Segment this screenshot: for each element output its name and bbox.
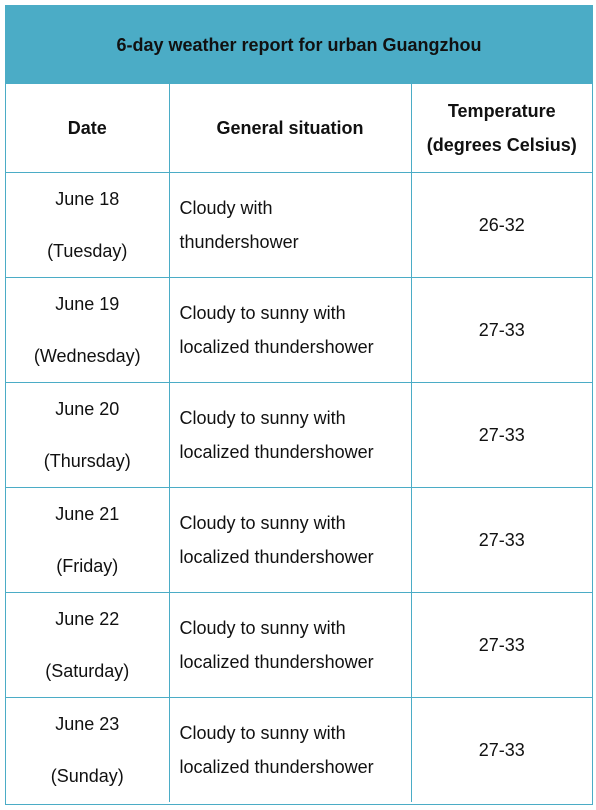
weekday-text: (Friday) [56,555,119,576]
column-header-temperature [411,84,592,172]
situation-line2: localized thundershower [179,756,374,777]
situation-cell [169,172,411,277]
report-title [6,6,592,84]
date-cell [6,592,169,697]
situation-cell [169,592,411,697]
column-header-situation: General situation [169,84,411,172]
situation-cell [169,382,411,487]
weekday-text: (Tuesday) [47,240,128,261]
situation-cell [169,277,411,382]
table-row [6,592,592,697]
report-title-text: 6-day weather report for urban Guangzhou [116,34,482,55]
table-row [6,382,592,487]
temperature-cell: 27-33 [411,592,592,697]
date-cell [6,277,169,382]
table-row [6,277,592,382]
table-header-row [6,84,592,172]
weather-report [5,5,593,805]
column-header-temperature-line2: (degrees Celsius) [426,134,577,155]
situation-line1: Cloudy to sunny with [179,722,346,743]
temperature-cell: 27-33 [411,697,592,802]
situation-line2: localized thundershower [179,546,374,567]
weekday-text: (Thursday) [43,450,131,471]
date-cell [6,382,169,487]
weekday-text: (Wednesday) [33,345,141,366]
column-header-date: Date [6,84,169,172]
situation-line1: Cloudy to sunny with [179,512,346,533]
date-cell [6,487,169,592]
situation-cell [169,487,411,592]
situation-line1: Cloudy to sunny with [179,617,346,638]
date-text: June 20 [55,398,120,419]
date-cell [6,697,169,802]
date-text: June 21 [55,503,120,524]
weather-table [6,84,592,802]
temperature-cell: 27-33 [411,277,592,382]
date-text: June 23 [55,713,120,734]
weekday-text: (Sunday) [50,765,124,786]
temperature-cell: 26-32 [411,172,592,277]
situation-cell [169,697,411,802]
date-text: June 19 [55,293,120,314]
table-row [6,172,592,277]
table-row [6,487,592,592]
weekday-text: (Saturday) [45,660,130,681]
situation-line2: thundershower [179,231,299,252]
situation-line1: Cloudy to sunny with [179,407,346,428]
table-row [6,697,592,802]
date-cell [6,172,169,277]
situation-line1: Cloudy with [179,197,273,218]
situation-line1: Cloudy to sunny with [179,302,346,323]
temperature-cell: 27-33 [411,487,592,592]
temperature-cell: 27-33 [411,382,592,487]
date-text: June 18 [55,188,120,209]
situation-line2: localized thundershower [179,651,374,672]
date-text: June 22 [55,608,120,629]
situation-line2: localized thundershower [179,441,374,462]
column-header-temperature-line1: Temperature [447,100,556,121]
situation-line2: localized thundershower [179,336,374,357]
